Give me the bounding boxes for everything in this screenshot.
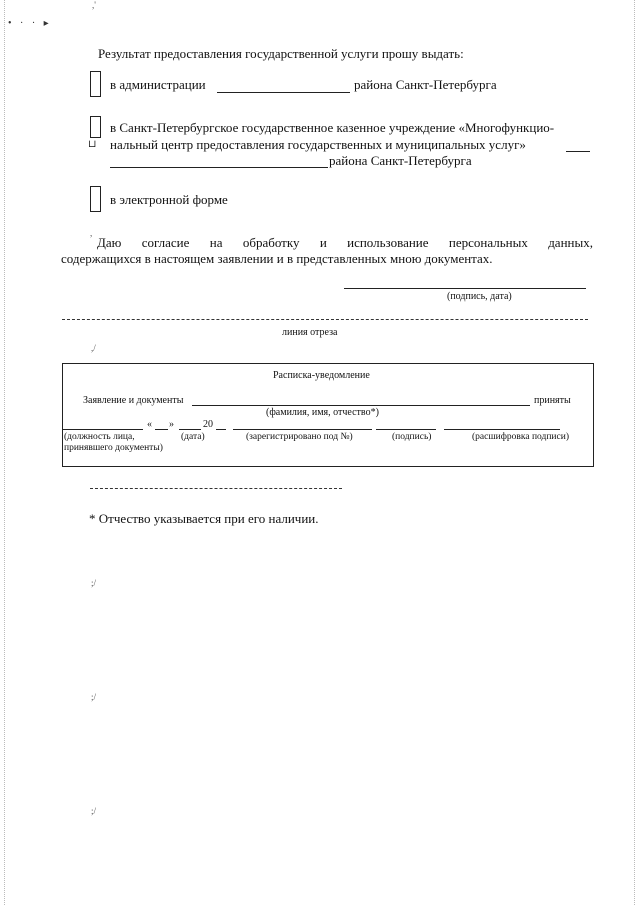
cut-line-caption: линия отреза (282, 327, 338, 338)
receipt-decode-line[interactable] (444, 429, 560, 430)
consent-line1 (97, 235, 593, 251)
mfc-fill-line-2[interactable] (110, 167, 328, 168)
caption-date: (дата) (181, 432, 205, 442)
caption-registered: (зарегистрировано под №) (246, 432, 353, 442)
option-admin-suffix: района Санкт-Петербурга (354, 77, 497, 92)
receipt-position-line[interactable] (63, 429, 143, 430)
electronic-checkbox[interactable] (90, 186, 101, 212)
consent-word: персональных (448, 235, 528, 250)
receipt-registered-line[interactable] (233, 429, 372, 430)
option-mfc-line3: района Санкт-Петербурга (329, 153, 472, 168)
mfc-checkbox[interactable] (90, 116, 101, 138)
caption-position: (должность лица, (64, 432, 135, 442)
consent-word: обработку (242, 235, 300, 250)
consent-word: данных, (548, 235, 593, 250)
scan-specks: • · · ▸ (8, 18, 52, 29)
option-mfc-line2: нальный центр предоставления государственных и муниципальных услуг» (110, 137, 526, 152)
option-mfc-line1: в Санкт-Петербургское государственное казенное учреждение «Многофункцио- (110, 120, 555, 135)
receipt-accepted: приняты (534, 395, 571, 406)
consent-word: на (209, 235, 223, 250)
date-close-quote: » (169, 419, 174, 430)
signature-caption: (подпись, дата) (447, 291, 512, 302)
receipt-fio-line[interactable] (192, 405, 530, 406)
footnote-separator (90, 488, 342, 489)
receipt-year-line[interactable] (216, 429, 226, 430)
footnote-text: * Отчество указывается при его наличии. (89, 511, 319, 526)
district-fill-line[interactable] (217, 92, 350, 93)
receipt-month-line[interactable] (179, 429, 201, 430)
receipt-day-line[interactable] (155, 429, 168, 430)
scan-speck: ;/ (91, 806, 97, 816)
receipt-docs-label: Заявление и документы (83, 395, 184, 406)
scan-speck: ;/ (91, 692, 97, 702)
consent-word: согласие (141, 235, 190, 250)
receipt-title: Расписка-уведомление (273, 370, 370, 381)
caption-position-2: принявшего документы) (64, 443, 163, 453)
date-open-quote: « (147, 419, 152, 430)
cut-line (62, 319, 588, 320)
consent-line2: содержащихся в настоящем заявлении и в представленных мною документах. (61, 251, 493, 266)
checkbox-mark: ⊔ (88, 139, 97, 150)
scan-speck: ,/ (91, 343, 96, 353)
consent-word: и (319, 235, 327, 250)
scan-speck: , (90, 228, 93, 238)
caption-decode: (расшифровка подписи) (472, 432, 569, 442)
scan-left-edge (4, 0, 5, 905)
option-electronic-label: в электронной форме (110, 192, 228, 207)
year-prefix: 20 (203, 419, 213, 430)
caption-signature: (подпись) (392, 432, 432, 442)
scan-speck: ,' (92, 0, 96, 10)
option-admin-label: в администрации (110, 77, 206, 92)
consent-word: Даю (97, 235, 122, 250)
receipt-signature-line[interactable] (376, 429, 436, 430)
consent-word: использование (347, 235, 429, 250)
delivery-heading: Результат предоставления государственной услуги прошу выдать: (98, 46, 464, 61)
scan-speck: ;/ (91, 578, 97, 588)
receipt-fio-caption: (фамилия, имя, отчество*) (266, 407, 379, 418)
mfc-fill-line-1[interactable] (566, 151, 590, 152)
admin-checkbox[interactable] (90, 71, 101, 97)
scan-right-edge (634, 0, 635, 905)
signature-line[interactable] (344, 288, 586, 289)
